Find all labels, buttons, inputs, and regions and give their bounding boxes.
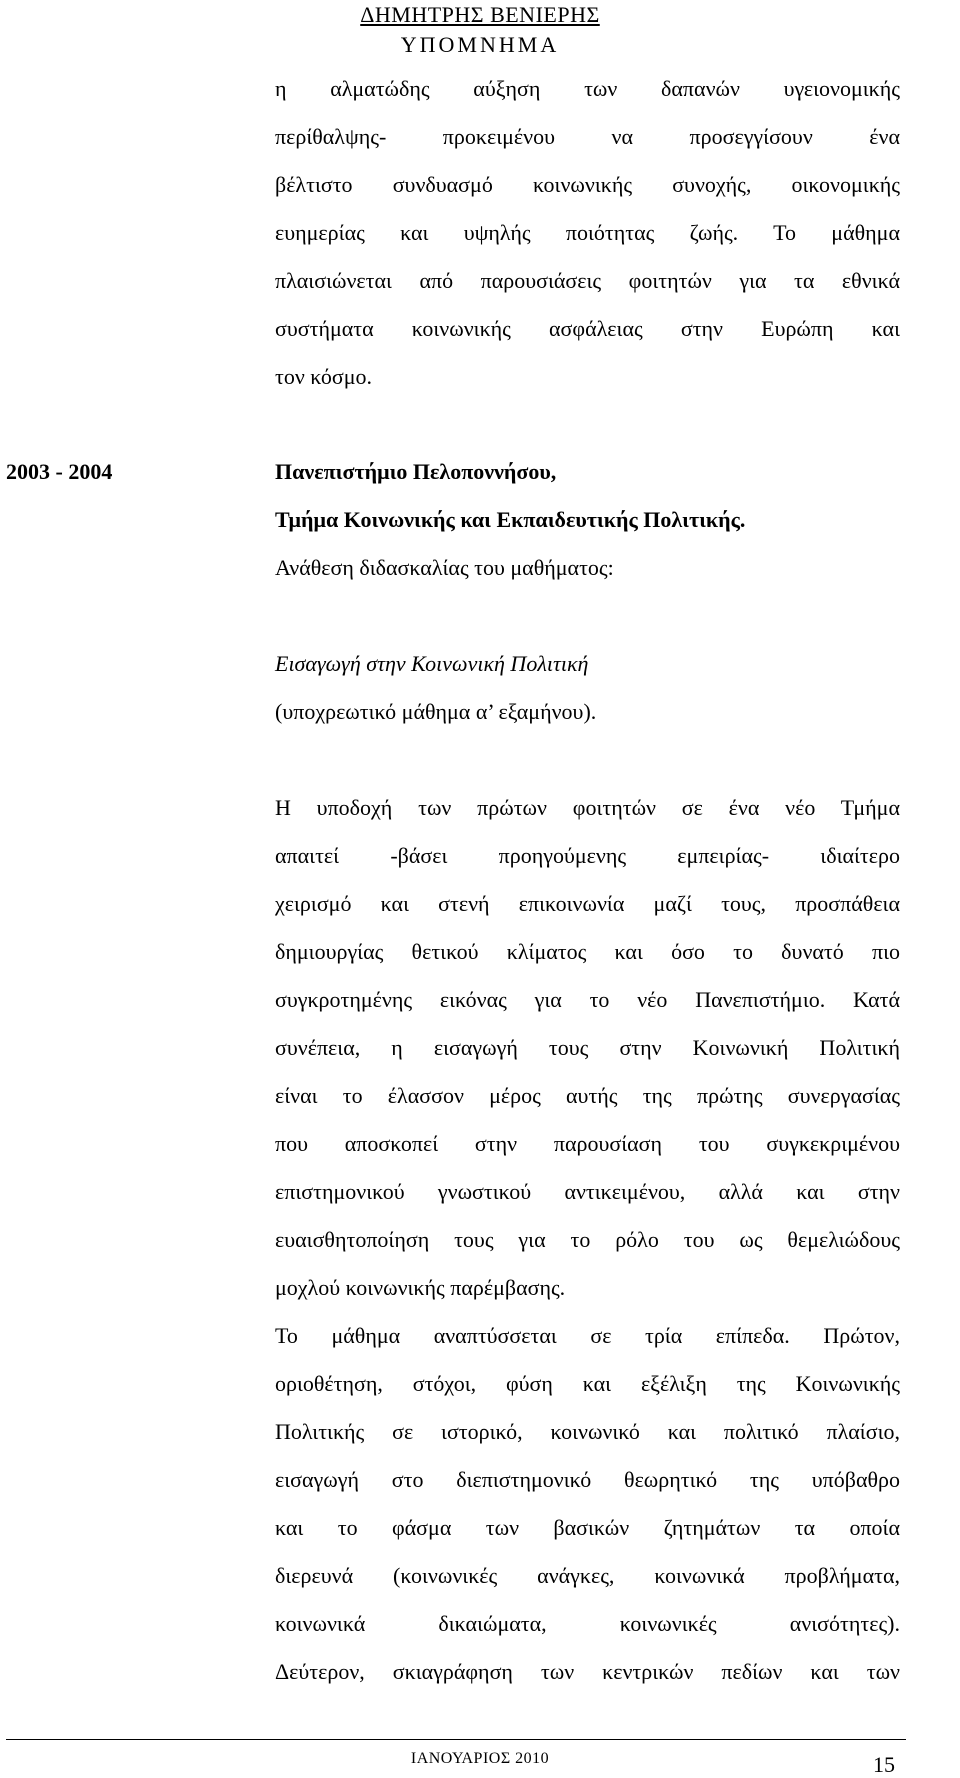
- paragraph-line: κοινωνικά δικαιώματα, κοινωνικές ανισότητες).: [275, 1611, 900, 1636]
- paragraph-line: και το φάσμα των βασικών ζητημάτων τα οποία: [275, 1515, 900, 1540]
- paragraph-line: τον κόσμο.: [275, 364, 373, 389]
- paragraph-line: εισαγωγή στο διεπιστημονικό θεωρητικό της υπόβαθρο: [275, 1467, 900, 1492]
- paragraph-line: βέλτιστο συνδυασμό κοινωνικής συνοχής, οικονομικής: [275, 172, 900, 197]
- entry-institution: Πανεπιστήμιο Πελοποννήσου,: [275, 459, 557, 484]
- entry-department: Τμήμα Κοινωνικής και Εκπαιδευτικής Πολιτικής.: [275, 507, 746, 532]
- paragraph-line: Η υποδοχή των πρώτων φοιτητών σε ένα νέο Τμήμα: [275, 795, 900, 820]
- header-author: ΔΗΜΗΤΡΗΣ ΒΕΝΙΕΡΗΣ: [360, 2, 600, 27]
- paragraph-line: συγκροτημένης εικόνας για το νέο Πανεπιστήμιο. Κατά: [275, 987, 900, 1012]
- paragraph-line: οριοθέτηση, στόχοι, φύση και εξέλιξη της Κοινωνικής: [275, 1371, 900, 1396]
- paragraph-line: Δεύτερον, σκιαγράφηση των κεντρικών πεδίων και των: [275, 1659, 900, 1684]
- paragraph-line: Πολιτικής σε ιστορικό, κοινωνικό και πολιτικό πλαίσιο,: [275, 1419, 900, 1444]
- paragraph-line: συστήματα κοινωνικής ασφάλειας στην Ευρώπη και: [275, 316, 900, 341]
- paragraph-line: επιστημονικού γνωστικού αντικειμένου, αλλά και στην: [275, 1179, 900, 1204]
- paragraph-line: περίθαλψης- προκειμένου να προσεγγίσουν ένα: [275, 124, 900, 149]
- paragraph-line: η αλματώδης αύξηση των δαπανών υγειονομικής: [275, 76, 900, 101]
- course-note: (υποχρεωτικό μάθημα α’ εξαμήνου).: [275, 699, 597, 724]
- paragraph-line: που αποσκοπεί στην παρουσίαση του συγκεκριμένου: [275, 1131, 900, 1156]
- footer-divider: [6, 1739, 906, 1740]
- paragraph-line: είναι το έλασσον μέρος αυτής της πρώτης συνεργασίας: [275, 1083, 900, 1108]
- entry-assignment: Ανάθεση διδασκαλίας του μαθήματος:: [275, 555, 614, 580]
- paragraph-line: Το μάθημα αναπτύσσεται σε τρία επίπεδα. Πρώτον,: [275, 1323, 900, 1348]
- paragraph-line: ευημερίας και υψηλής ποιότητας ζωής. Το μάθημα: [275, 220, 900, 245]
- paragraph-line: συνέπεια, η εισαγωγή τους στην Κοινωνική Πολιτική: [275, 1035, 900, 1060]
- footer-date: ΙΑΝΟΥΑΡΙΟΣ 2010: [410, 1750, 550, 1767]
- paragraph-line: μοχλού κοινωνικής παρέμβασης.: [275, 1275, 566, 1300]
- page-number: 15: [873, 1752, 895, 1777]
- paragraph-line: δημιουργίας θετικού κλίματος και όσο το δυνατό πιο: [275, 939, 900, 964]
- paragraph-line: χειρισμό και στενή επικοινωνία μαζί τους, προσπάθεια: [275, 891, 900, 916]
- entry-years: 2003 - 2004: [6, 459, 113, 484]
- paragraph-line: απαιτεί -βάσει προηγούμενης εμπειρίας- ιδιαίτερο: [275, 843, 900, 868]
- paragraph-line: διερευνά (κοινωνικές ανάγκες, κοινωνικά προβλήματα,: [275, 1563, 900, 1588]
- paragraph-line: ευαισθητοποίηση τους για το ρόλο του ως θεμελιώδους: [275, 1227, 900, 1252]
- paragraph-line: πλαισιώνεται από παρουσιάσεις φοιτητών για τα εθνικά: [275, 268, 900, 293]
- course-title: Εισαγωγή στην Κοινωνική Πολιτική: [275, 651, 589, 676]
- header-subtitle: ΥΠΟΜΝΗΜΑ: [400, 32, 560, 57]
